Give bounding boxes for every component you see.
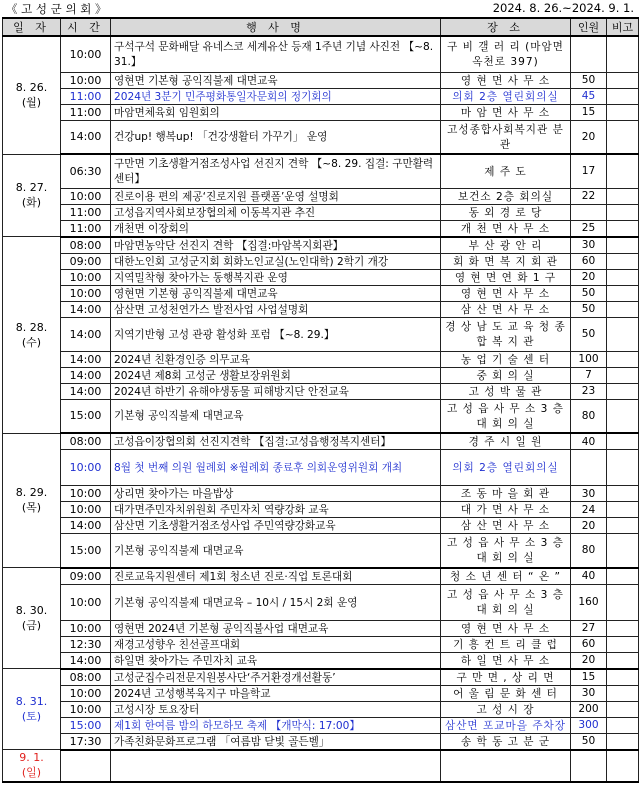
schedule-row	[3, 652, 639, 669]
event-note	[607, 399, 639, 433]
event-attendance: 50	[571, 72, 607, 88]
event-name: 기본형 공익직불제 대면교육 – 10시 / 15시 2회 운영	[111, 584, 441, 620]
col-note-header: 비고	[607, 18, 639, 36]
event-name	[111, 750, 441, 782]
event-attendance: 20	[571, 269, 607, 285]
event-attendance: 40	[571, 568, 607, 585]
col-event-header: 행 사 명	[111, 18, 441, 36]
event-note	[607, 750, 639, 782]
event-name: 기본형 공익직불제 대면교육	[111, 534, 441, 568]
event-attendance: 24	[571, 502, 607, 518]
schedule-row	[3, 285, 639, 301]
event-time: 10:00	[61, 72, 111, 88]
event-attendance: 15	[571, 669, 607, 686]
event-name: 구만면 기초생활거점조성사업 선진지 견학 【~8. 29. 집결: 구만활력센터】	[111, 154, 441, 188]
schedule-row	[3, 383, 639, 399]
event-name: 삼산면 기초생활거점조성사업 주민역량강화교육	[111, 518, 441, 534]
event-name: 지역밀착형 찾아가는 동행복지관 운영	[111, 269, 441, 285]
event-attendance: 22	[571, 188, 607, 204]
date-cell	[3, 750, 61, 782]
event-name: 고성군집수리전문지원봉사단‘주거환경개선활동’	[111, 669, 441, 686]
event-note	[607, 636, 639, 652]
event-place: 경 주 시 일 원	[441, 433, 571, 450]
event-place: 농 업 기 술 센 터	[441, 351, 571, 367]
event-place: 청 소 년 센 터 “ 온 ”	[441, 568, 571, 585]
col-place-header: 장 소	[441, 18, 571, 36]
header-row	[3, 18, 639, 36]
schedule-row	[3, 486, 639, 502]
schedule-row	[3, 433, 639, 450]
event-note	[607, 534, 639, 568]
event-name: 영현면 기본형 공익직불제 대면교육	[111, 72, 441, 88]
event-attendance: 20	[571, 518, 607, 534]
event-note	[607, 104, 639, 120]
event-note	[607, 317, 639, 351]
event-place: 영 현 면 사 무 소	[441, 285, 571, 301]
event-name: 고성시장 토요장터	[111, 701, 441, 717]
event-note	[607, 568, 639, 585]
event-attendance: 80	[571, 399, 607, 433]
schedule-row	[3, 584, 639, 620]
weekday-label: (목)	[21, 501, 42, 515]
event-name: 제1회 한여름 밤의 하모하모 축제 【개막식: 17:00】	[111, 717, 441, 733]
event-attendance: 80	[571, 534, 607, 568]
event-time: 08:00	[61, 669, 111, 686]
schedule-row	[3, 220, 639, 237]
schedule-row	[3, 269, 639, 285]
event-note	[607, 367, 639, 383]
event-attendance: 30	[571, 486, 607, 502]
event-time: 10:00	[61, 584, 111, 620]
event-time: 10:00	[61, 269, 111, 285]
event-time: 14:00	[61, 351, 111, 367]
event-note	[607, 518, 639, 534]
event-place: 대 가 면 사 무 소	[441, 502, 571, 518]
event-place	[441, 750, 571, 782]
event-time: 15:00	[61, 534, 111, 568]
event-place: 고 성 읍 사 무 소 3 층 대 회 의 실	[441, 399, 571, 433]
event-time: 10:00	[61, 685, 111, 701]
event-note	[607, 669, 639, 686]
event-note	[607, 652, 639, 669]
event-time: 06:30	[61, 154, 111, 188]
event-place: 영 현 면 연 화 1 구	[441, 269, 571, 285]
date-label: 8. 26.	[15, 81, 48, 95]
event-time	[61, 750, 111, 782]
event-time: 12:30	[61, 636, 111, 652]
date-cell	[3, 669, 61, 750]
event-attendance: 15	[571, 104, 607, 120]
event-place: 의회 2층 열린회의실	[441, 88, 571, 104]
event-name: 8월 첫 번째 의원 월례회 ※월례회 종료후 의회운영위원회 개최	[111, 450, 441, 486]
event-note	[607, 237, 639, 254]
event-place: 구 비 갤 러 리 (마암면 옥천로 397)	[441, 36, 571, 72]
event-place: 삼 산 면 사 무 소	[441, 518, 571, 534]
event-attendance	[571, 450, 607, 486]
event-place: 마 암 면 사 무 소	[441, 104, 571, 120]
event-attendance: 60	[571, 253, 607, 269]
event-place: 부 산 광 안 리	[441, 237, 571, 254]
event-place: 송 학 동 고 분 군	[441, 733, 571, 750]
event-attendance: 25	[571, 220, 607, 237]
event-note	[607, 584, 639, 620]
event-attendance: 50	[571, 317, 607, 351]
event-place: 삼산면 포교마을 주차장	[441, 717, 571, 733]
event-name: 건강up! 행복up! 「건강생활터 가꾸기」 운영	[111, 120, 441, 154]
schedule-row	[3, 72, 639, 88]
event-note	[607, 220, 639, 237]
schedule-row	[3, 253, 639, 269]
date-cell	[3, 433, 61, 568]
event-note	[607, 154, 639, 188]
schedule-row	[3, 701, 639, 717]
event-name: 하일면 찾아가는 주민자치 교육	[111, 652, 441, 669]
event-attendance: 45	[571, 88, 607, 104]
event-note	[607, 486, 639, 502]
schedule-row	[3, 36, 639, 72]
col-time-header: 시 간	[61, 18, 111, 36]
event-note	[607, 204, 639, 220]
event-place: 보건소 2층 회의실	[441, 188, 571, 204]
event-time: 10:00	[61, 188, 111, 204]
event-note	[607, 72, 639, 88]
schedule-row	[3, 717, 639, 733]
event-note	[607, 717, 639, 733]
event-name: 대한노인회 고성군지회 회화노인교실(노인대학) 2학기 개강	[111, 253, 441, 269]
event-attendance: 40	[571, 433, 607, 450]
schedule-row	[3, 620, 639, 636]
event-note	[607, 685, 639, 701]
event-name: 2024년 제8회 고성군 생활보장위원회	[111, 367, 441, 383]
schedule-row	[3, 399, 639, 433]
event-place: 중 회 의 실	[441, 367, 571, 383]
event-note	[607, 269, 639, 285]
schedule-row	[3, 733, 639, 750]
event-place: 동 외 경 로 당	[441, 204, 571, 220]
weekday-label: (수)	[21, 335, 42, 349]
event-time: 09:00	[61, 568, 111, 585]
event-time: 10:00	[61, 486, 111, 502]
event-time: 14:00	[61, 518, 111, 534]
event-place: 구 만 면 , 상 리 면	[441, 669, 571, 686]
schedule-table	[2, 17, 639, 783]
event-place: 고 성 읍 사 무 소 3 층 대 회 의 실	[441, 534, 571, 568]
event-note	[607, 733, 639, 750]
event-note	[607, 450, 639, 486]
event-time: 11:00	[61, 204, 111, 220]
event-attendance: 300	[571, 717, 607, 733]
event-time: 10:00	[61, 620, 111, 636]
event-attendance: 60	[571, 636, 607, 652]
schedule-row	[3, 204, 639, 220]
event-note	[607, 301, 639, 317]
event-place: 개 천 면 사 무 소	[441, 220, 571, 237]
schedule-row	[3, 301, 639, 317]
schedule-row	[3, 367, 639, 383]
event-time: 10:00	[61, 36, 111, 72]
schedule-row	[3, 450, 639, 486]
event-time: 14:00	[61, 317, 111, 351]
event-name: 삼산면 고성천연가스 발전사업 사업설명회	[111, 301, 441, 317]
schedule-row	[3, 317, 639, 351]
event-place: 기 흥 컨 트 리 클 럽	[441, 636, 571, 652]
schedule-row	[3, 88, 639, 104]
schedule-row	[3, 669, 639, 686]
event-time: 08:00	[61, 433, 111, 450]
event-place: 제 주 도	[441, 154, 571, 188]
event-note	[607, 383, 639, 399]
event-attendance: 7	[571, 367, 607, 383]
event-note	[607, 36, 639, 72]
event-note	[607, 188, 639, 204]
event-note	[607, 701, 639, 717]
event-time: 14:00	[61, 652, 111, 669]
event-time: 11:00	[61, 88, 111, 104]
event-name: 상리면 찾아가는 마을밥상	[111, 486, 441, 502]
event-name: 진로이용 편의 제공‘진로지원 플랫폼’운영 설명회	[111, 188, 441, 204]
event-attendance: 30	[571, 237, 607, 254]
event-attendance: 23	[571, 383, 607, 399]
document-title: 《 고 성 군 의 회 》	[6, 2, 107, 16]
event-name: 마암면체육회 임원회의	[111, 104, 441, 120]
event-name: 대가면주민자치위원회 주민자치 역량강화 교육	[111, 502, 441, 518]
event-time: 11:00	[61, 220, 111, 237]
weekday-label: (월)	[21, 96, 42, 110]
event-place: 어 울 림 문 화 센 터	[441, 685, 571, 701]
schedule-row	[3, 120, 639, 154]
event-note	[607, 351, 639, 367]
event-attendance: 20	[571, 652, 607, 669]
event-note	[607, 285, 639, 301]
weekday-label: (토)	[21, 710, 42, 723]
weekday-label: (일)	[21, 766, 42, 780]
date-label: 9. 1.	[19, 751, 44, 765]
event-name: 2024년 하반기 유해야생동물 피해방지단 안전교육	[111, 383, 441, 399]
event-note	[607, 120, 639, 154]
event-attendance: 160	[571, 584, 607, 620]
event-time: 14:00	[61, 367, 111, 383]
event-attendance	[571, 36, 607, 72]
schedule-row	[3, 685, 639, 701]
event-time: 09:00	[61, 253, 111, 269]
schedule-row	[3, 502, 639, 518]
event-attendance: 50	[571, 301, 607, 317]
event-name: 2024년 친환경인증 의무교육	[111, 351, 441, 367]
event-place: 고성종합사회복지관 분 관	[441, 120, 571, 154]
date-label: 8. 28.	[15, 320, 48, 334]
date-cell	[3, 237, 61, 434]
date-range: 2024. 8. 26.~2024. 9. 1.	[492, 1, 634, 15]
event-time: 11:00	[61, 104, 111, 120]
event-name: 2024년 3분기 민주평화통일자문회의 정기회의	[111, 88, 441, 104]
event-time: 10:00	[61, 450, 111, 486]
event-attendance: 30	[571, 685, 607, 701]
date-label: 8. 30.	[15, 604, 48, 617]
schedule-row	[3, 568, 639, 585]
schedule-row	[3, 534, 639, 568]
col-date-header: 일 자	[3, 18, 61, 36]
event-name: 진로교육지원센터 제1회 청소년 진로·직업 토론대회	[111, 568, 441, 585]
event-time: 08:00	[61, 237, 111, 254]
event-time: 14:00	[61, 383, 111, 399]
event-time: 10:00	[61, 285, 111, 301]
event-time: 14:00	[61, 301, 111, 317]
event-attendance	[571, 750, 607, 782]
schedule-row	[3, 188, 639, 204]
event-note	[607, 253, 639, 269]
event-place: 영 현 면 사 무 소	[441, 72, 571, 88]
event-name: 영현면 기본형 공익직불제 대면교육	[111, 285, 441, 301]
header-bar	[0, 0, 640, 17]
event-time: 10:00	[61, 701, 111, 717]
event-note	[607, 433, 639, 450]
event-time: 15:00	[61, 399, 111, 433]
event-name: 마암면농악단 선진지 견학 【집결:마암복지회관】	[111, 237, 441, 254]
event-name: 가족친화문화프로그램 「여름밤 닫빛 골든벨」	[111, 733, 441, 750]
event-attendance: 50	[571, 285, 607, 301]
weekday-label: (금)	[21, 619, 42, 632]
event-name: 영현면 2024년 기본형 공익직불사업 대면교육	[111, 620, 441, 636]
event-name: 고성읍이장협의회 선진지견학 【집결:고성읍행정복지센터】	[111, 433, 441, 450]
event-note	[607, 88, 639, 104]
event-place: 삼 산 면 사 무 소	[441, 301, 571, 317]
schedule-row	[3, 154, 639, 188]
event-attendance	[571, 204, 607, 220]
schedule-row	[3, 518, 639, 534]
event-place: 경 상 남 도 교 육 청 종 합 복 지 관	[441, 317, 571, 351]
weekday-label: (화)	[21, 196, 42, 210]
event-place: 고 성 박 물 관	[441, 383, 571, 399]
date-cell	[3, 154, 61, 237]
schedule-row	[3, 237, 639, 254]
event-name: 2024년 고성행복육지구 마을학교	[111, 685, 441, 701]
schedule-row	[3, 750, 639, 782]
event-attendance: 200	[571, 701, 607, 717]
schedule-row	[3, 636, 639, 652]
event-name: 고성읍지역사회보장협의체 이동복지관 추진	[111, 204, 441, 220]
date-cell	[3, 36, 61, 154]
event-place: 조 동 마 을 회 관	[441, 486, 571, 502]
event-place: 회 화 면 복 지 회 관	[441, 253, 571, 269]
event-attendance: 100	[571, 351, 607, 367]
event-time: 17:30	[61, 733, 111, 750]
schedule-row	[3, 351, 639, 367]
event-place: 고 성 읍 사 무 소 3 층 대 회 의 실	[441, 584, 571, 620]
event-name: 기본형 공익직불제 대면교육	[111, 399, 441, 433]
event-time: 15:00	[61, 717, 111, 733]
event-place: 고 성 시 장	[441, 701, 571, 717]
event-note	[607, 502, 639, 518]
schedule-row	[3, 104, 639, 120]
event-place: 하 일 면 사 무 소	[441, 652, 571, 669]
event-time: 10:00	[61, 502, 111, 518]
event-name: 개천면 이장회의	[111, 220, 441, 237]
event-attendance: 50	[571, 733, 607, 750]
event-name: 구석구석 문화배달 유네스코 세계유산 등재 1주년 기념 사진전 【~8. 31.】	[111, 36, 441, 72]
event-attendance: 17	[571, 154, 607, 188]
event-attendance: 20	[571, 120, 607, 154]
event-name: 재경고성향우 친선골프대회	[111, 636, 441, 652]
event-time: 14:00	[61, 120, 111, 154]
col-count-header: 인원	[571, 18, 607, 36]
date-label: 8. 31.	[15, 695, 48, 708]
schedule-body	[3, 36, 639, 782]
date-label: 8. 27.	[15, 181, 48, 195]
event-name: 지역기반형 고성 관광 활성화 포럼 【~8. 29.】	[111, 317, 441, 351]
date-cell	[3, 568, 61, 669]
event-note	[607, 620, 639, 636]
event-place: 의회 2층 열린회의실	[441, 450, 571, 486]
event-place: 영 현 면 사 무 소	[441, 620, 571, 636]
date-label: 8. 29.	[15, 486, 48, 500]
event-attendance: 27	[571, 620, 607, 636]
